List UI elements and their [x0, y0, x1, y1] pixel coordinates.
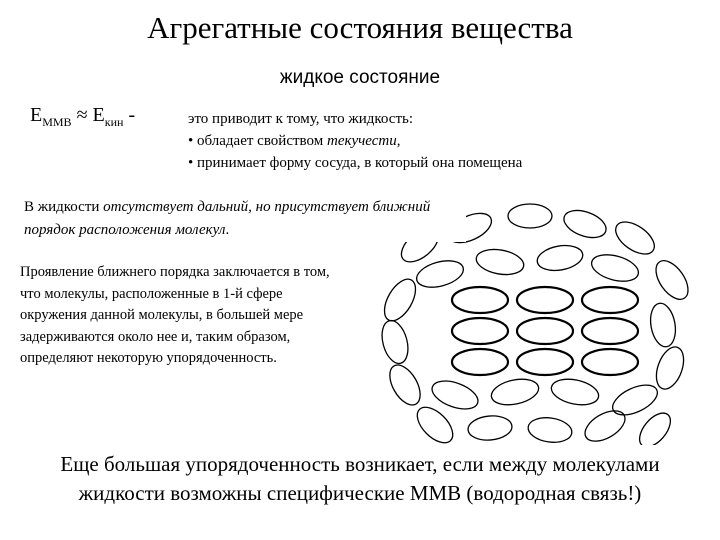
hydrogen-bond-note: Еще большая упорядоченность возникает, если между молекулами жидкости возможны специфические ММВ (водородная связь!): [60, 452, 660, 505]
bullet-fluidity-prefix: • обладает свойством: [188, 133, 327, 149]
consequence-block: [188, 108, 522, 174]
order-suffix: .: [225, 222, 230, 238]
energy-formula: [30, 104, 135, 130]
ordered-molecule-ellipse: [452, 287, 508, 313]
ordered-molecule-ellipse: [517, 349, 573, 375]
formula-left-symbol: E: [30, 104, 43, 126]
order-paragraph: [22, 196, 466, 242]
molecule-ellipse: [527, 415, 574, 445]
consequence-bullet-fluidity: [188, 130, 522, 152]
molecule-ellipse: [608, 379, 662, 421]
molecule-ellipse: [634, 408, 677, 445]
ordered-molecule-ellipse: [517, 318, 573, 344]
molecule-ellipse: [378, 274, 422, 326]
ordered-molecule-ellipse: [582, 287, 638, 313]
consequence-bullet-shape: • принимает форму сосуда, в который она помещена: [188, 155, 523, 171]
molecule-ellipse: [384, 360, 427, 410]
slide-subtitle: жидкое состояние: [279, 67, 441, 88]
formula-dash: -: [128, 104, 136, 126]
molecule-ellipse: [647, 301, 678, 348]
molecule-ellipse: [489, 375, 541, 408]
near-order-paragraph: Проявление ближнего порядка заключается в том, что молекулы, расположенные в 1-й сфере окружения данной молекулы, в большей мере задерживаются около нее и, таким образом, определяют некоторую упорядоченность.: [20, 262, 346, 370]
molecule-ellipse: [378, 318, 413, 367]
molecule-ellipse: [560, 205, 610, 243]
molecule-ellipse: [610, 216, 660, 261]
molecule-ellipse: [580, 405, 630, 445]
formula-left-subscript: ММВ: [42, 115, 72, 129]
molecule-ellipse: [467, 414, 513, 442]
molecule-ellipse: [411, 401, 459, 445]
ordered-molecule-ellipse: [517, 287, 573, 313]
molecule-ellipse: [535, 242, 584, 274]
ordered-molecule-ellipse: [582, 318, 638, 344]
formula-right-symbol: E: [92, 104, 105, 126]
ordered-molecule-ellipse: [452, 349, 508, 375]
molecule-ellipse: [549, 375, 601, 408]
molecule-ellipse: [474, 246, 525, 278]
molecule-ellipse: [508, 204, 552, 228]
molecule-ellipse: [428, 376, 481, 415]
molecule-ellipse: [651, 343, 689, 393]
formula-approx-sign: ≈: [76, 104, 88, 126]
bullet-fluidity-term: текучести: [326, 133, 397, 149]
order-italic: отсутствует дальний, но присутствует ближний порядок расположения молекул: [24, 199, 431, 238]
formula-right-subscript: кин: [104, 115, 124, 129]
bullet-fluidity-suffix: ,: [396, 133, 401, 149]
consequence-intro: это приводит к тому, что жидкость:: [188, 111, 414, 127]
ordered-molecule-ellipse: [582, 349, 638, 375]
ordered-molecule-ellipse: [452, 318, 508, 344]
molecule-ellipse: [414, 256, 467, 292]
molecule-ellipse: [589, 250, 642, 286]
molecule-ellipse: [650, 255, 695, 305]
slide-title: Агрегатные состояния вещества: [147, 10, 573, 45]
order-prefix: В жидкости: [24, 199, 104, 215]
